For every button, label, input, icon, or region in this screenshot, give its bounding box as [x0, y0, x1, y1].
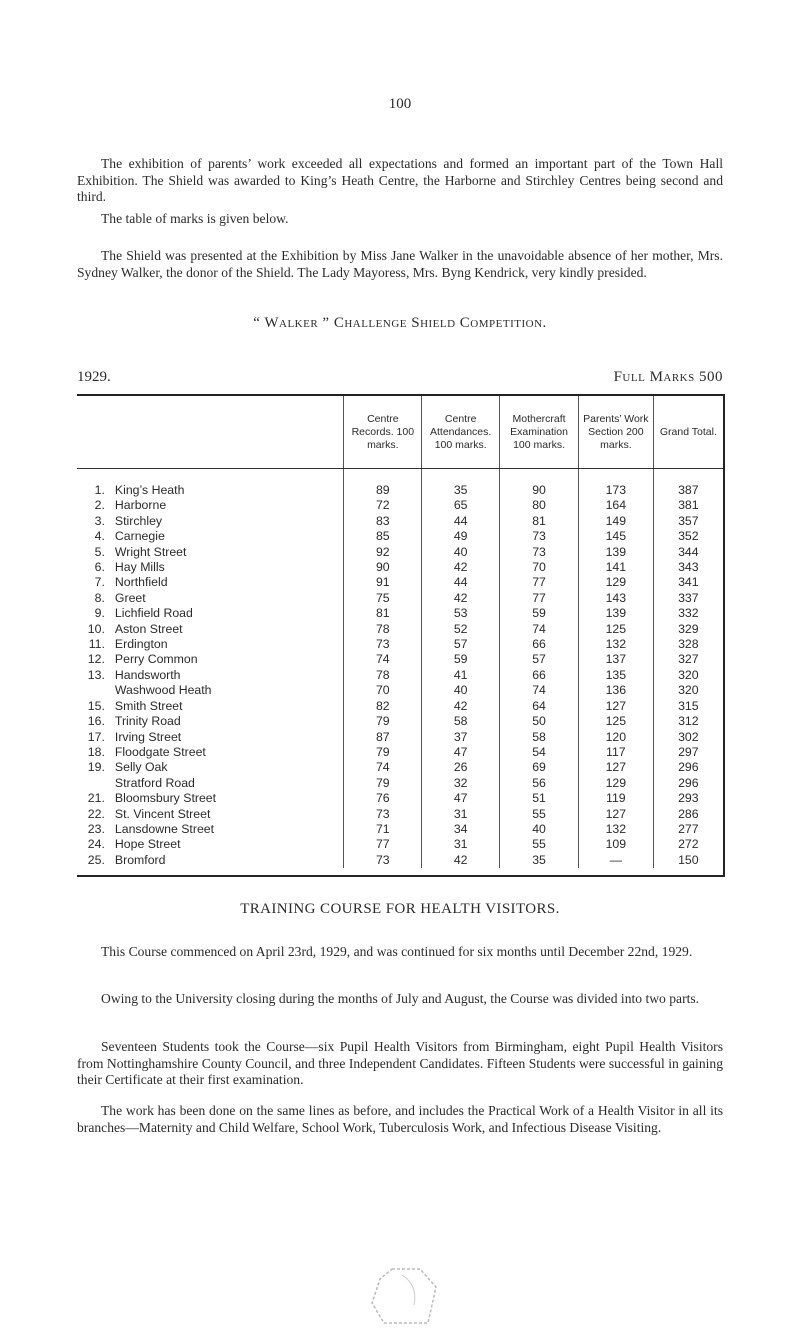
- mothercraft-cell: 59: [500, 606, 579, 621]
- grand-total-cell: 296: [653, 760, 723, 775]
- table-row: [77, 514, 723, 529]
- header-mothercraft: Mothercraft Examination 100 marks.: [500, 396, 579, 469]
- grand-total-cell: 150: [653, 853, 723, 868]
- centre-name-cell: Northfield: [114, 575, 168, 590]
- grand-total-cell: 296: [653, 776, 723, 791]
- table-row: [77, 853, 723, 868]
- grand-total-cell: 286: [653, 807, 723, 822]
- table-row: [77, 591, 723, 606]
- header-parents-work: Parents’ Work Section 200 marks.: [578, 396, 653, 469]
- rank-cell: 4.: [94, 529, 105, 544]
- attendances-cell: 59: [422, 652, 500, 667]
- parents-work-cell: 173: [578, 469, 653, 499]
- rank-cell: 12.: [87, 652, 105, 667]
- centre-name-cell: Wright Street: [114, 544, 187, 559]
- rank-cell: 3.: [94, 513, 105, 528]
- centre-name-cell: St. Vincent Street: [114, 806, 211, 821]
- mothercraft-cell: 69: [500, 760, 579, 775]
- table-body: [77, 469, 723, 869]
- page-number: 100: [388, 96, 412, 112]
- centre-name-cell: Erdington: [114, 637, 168, 652]
- attendances-cell: 42: [422, 591, 500, 606]
- parents-work-cell: 125: [578, 622, 653, 637]
- parents-work-cell: 127: [578, 760, 653, 775]
- centre-name-cell: Trinity Road: [114, 714, 181, 729]
- parents-work-cell: 119: [578, 791, 653, 806]
- parents-work-cell: 132: [578, 637, 653, 652]
- rank-cell: 19.: [87, 760, 105, 775]
- mothercraft-cell: 35: [500, 853, 579, 868]
- rank-cell: 2.: [94, 498, 105, 513]
- grand-total-cell: 357: [653, 514, 723, 529]
- rank-cell: 11.: [88, 637, 105, 652]
- rank-cell: 13.: [87, 667, 105, 682]
- records-cell: 74: [344, 652, 422, 667]
- training-paragraph-4: The work has been done on the same lines as before, and includes the Practical Work of a Health Visitor in all its branches—Maternity and Child Welfare, School Work, Tuberculosis Work, and Infectious Disease Visiting.: [77, 1103, 723, 1135]
- parents-work-cell: —: [578, 853, 653, 868]
- centre-name-cell: King’s Heath: [114, 483, 185, 497]
- grand-total-cell: 302: [653, 730, 723, 745]
- table-row: [77, 668, 723, 683]
- training-paragraph-3: Seventeen Students took the Course—six Pupil Health Visitors from Birmingham, eight Pupil Health Visitors from Nottinghamshire County Council, and three Independent Candidates. Fifteen Students were successful in gaining their Certificate at their first examination.: [77, 1039, 723, 1087]
- parents-work-cell: 109: [578, 837, 653, 852]
- mothercraft-cell: 55: [500, 837, 579, 852]
- table-row: [77, 745, 723, 760]
- attendances-cell: 44: [422, 575, 500, 590]
- centre-name-cell: Hope Street: [114, 837, 181, 852]
- grand-total-cell: 312: [653, 714, 723, 729]
- attendances-cell: 42: [422, 853, 500, 868]
- mothercraft-cell: 90: [500, 469, 579, 499]
- intro-paragraph-3: The Shield was presented at the Exhibition by Miss Jane Walker in the unavoidable absence of her mother, Mrs. Sydney Walker, the donor of the Shield. The Lady Mayoress, Mrs. Byng Kendrick, very kindly presided.: [77, 248, 723, 280]
- grand-total-cell: 277: [653, 822, 723, 837]
- rank-cell: 16.: [87, 714, 105, 729]
- grand-total-cell: 272: [653, 837, 723, 852]
- table-row: [77, 837, 723, 852]
- rank-cell: 21.: [87, 791, 105, 806]
- centre-name-cell: Aston Street: [114, 621, 183, 636]
- library-stamp-mark: [362, 1265, 440, 1327]
- attendances-cell: 47: [422, 791, 500, 806]
- rank-cell: 7.: [94, 575, 105, 590]
- attendances-cell: 52: [422, 622, 500, 637]
- attendances-cell: 47: [422, 745, 500, 760]
- rank-cell: 9.: [94, 606, 105, 621]
- grand-total-cell: 315: [653, 699, 723, 714]
- attendances-cell: 31: [422, 807, 500, 822]
- centre-name-cell: Carnegie: [114, 529, 165, 544]
- centre-name-cell: Irving Street: [114, 729, 182, 744]
- table-header-row: [77, 396, 723, 469]
- attendances-cell: 40: [422, 683, 500, 698]
- attendances-cell: 49: [422, 529, 500, 544]
- parents-work-cell: 135: [578, 668, 653, 683]
- records-cell: 74: [344, 760, 422, 775]
- records-cell: 90: [344, 560, 422, 575]
- centre-name-cell: Lichfield Road: [114, 606, 193, 621]
- parents-work-cell: 120: [578, 730, 653, 745]
- records-cell: 76: [344, 791, 422, 806]
- rank-cell: [77, 776, 109, 791]
- records-cell: 89: [344, 469, 422, 499]
- records-cell: 75: [344, 591, 422, 606]
- records-cell: 79: [344, 745, 422, 760]
- grand-total-cell: 320: [653, 683, 723, 698]
- table-row: [77, 545, 723, 560]
- centre-name-cell: Harborne: [114, 498, 167, 513]
- centre-name-cell: Stratford Road: [114, 775, 195, 790]
- grand-total-cell: 293: [653, 791, 723, 806]
- rank-cell: 18.: [87, 744, 105, 759]
- records-cell: 81: [344, 606, 422, 621]
- mothercraft-cell: 56: [500, 776, 579, 791]
- mothercraft-cell: 58: [500, 730, 579, 745]
- parents-work-cell: 127: [578, 699, 653, 714]
- attendances-cell: 26: [422, 760, 500, 775]
- mothercraft-cell: 64: [500, 699, 579, 714]
- training-paragraph-2: Owing to the University closing during the months of July and August, the Course was divided into two parts.: [101, 991, 700, 1006]
- header-attendances: Centre Attendances. 100 marks.: [422, 396, 500, 469]
- centre-name-cell: Floodgate Street: [114, 744, 206, 759]
- attendances-cell: 53: [422, 606, 500, 621]
- records-cell: 71: [344, 822, 422, 837]
- rank-cell: 10.: [87, 621, 105, 636]
- rank-cell: [77, 683, 109, 698]
- parents-work-cell: 145: [578, 529, 653, 544]
- centre-name-cell: Perry Common: [114, 652, 198, 667]
- rank-cell: 15.: [87, 698, 105, 713]
- attendances-cell: 44: [422, 514, 500, 529]
- header-grand-total: Grand Total.: [653, 396, 723, 469]
- records-cell: 70: [344, 683, 422, 698]
- grand-total-cell: 328: [653, 637, 723, 652]
- rank-cell: 23.: [87, 821, 105, 836]
- attendances-cell: 32: [422, 776, 500, 791]
- mothercraft-cell: 66: [500, 668, 579, 683]
- table-row: [77, 498, 723, 513]
- rank-cell: 8.: [94, 590, 105, 605]
- centre-name-cell: Bloomsbury Street: [114, 791, 217, 806]
- table-row: [77, 652, 723, 667]
- centre-name-cell: Greet: [114, 590, 146, 605]
- attendances-cell: 41: [422, 668, 500, 683]
- table-row: [77, 760, 723, 775]
- attendances-cell: 65: [422, 498, 500, 513]
- centre-name-cell: Bromford: [114, 852, 166, 867]
- mothercraft-cell: 54: [500, 745, 579, 760]
- training-paragraph-1: This Course commenced on April 23rd, 1929, and was continued for six months until December 22nd, 1929.: [101, 944, 693, 959]
- grand-total-cell: 329: [653, 622, 723, 637]
- mothercraft-cell: 70: [500, 560, 579, 575]
- mothercraft-cell: 51: [500, 791, 579, 806]
- mothercraft-cell: 77: [500, 591, 579, 606]
- mothercraft-cell: 66: [500, 637, 579, 652]
- attendances-cell: 35: [422, 469, 500, 499]
- table-row: [77, 822, 723, 837]
- mothercraft-cell: 73: [500, 529, 579, 544]
- grand-total-cell: 387: [653, 469, 723, 499]
- mothercraft-cell: 40: [500, 822, 579, 837]
- table-row: [77, 606, 723, 621]
- parents-work-cell: 149: [578, 514, 653, 529]
- mothercraft-cell: 81: [500, 514, 579, 529]
- table-row: [77, 791, 723, 806]
- grand-total-cell: 343: [653, 560, 723, 575]
- mothercraft-cell: 80: [500, 498, 579, 513]
- table-row: [77, 469, 723, 499]
- table-row: [77, 622, 723, 637]
- records-cell: 77: [344, 837, 422, 852]
- centre-name-cell: Lansdowne Street: [114, 821, 215, 836]
- attendances-cell: 42: [422, 699, 500, 714]
- parents-work-cell: 136: [578, 683, 653, 698]
- full-marks-label: Full Marks 500: [613, 369, 723, 385]
- parents-work-cell: 132: [578, 822, 653, 837]
- rank-cell: 1.: [94, 483, 105, 497]
- grand-total-cell: 337: [653, 591, 723, 606]
- records-cell: 73: [344, 853, 422, 868]
- records-cell: 83: [344, 514, 422, 529]
- attendances-cell: 31: [422, 837, 500, 852]
- centre-name-cell: Stirchley: [114, 513, 163, 528]
- marks-table: [77, 396, 723, 868]
- records-cell: 73: [344, 637, 422, 652]
- mothercraft-cell: 74: [500, 683, 579, 698]
- records-cell: 91: [344, 575, 422, 590]
- table-row: [77, 683, 723, 698]
- records-cell: 87: [344, 730, 422, 745]
- parents-work-cell: 127: [578, 807, 653, 822]
- header-records: Centre Records. 100 marks.: [344, 396, 422, 469]
- centre-name-cell: Washwood Heath: [114, 683, 212, 698]
- records-cell: 92: [344, 545, 422, 560]
- intro-paragraph-1: The exhibition of parents’ work exceeded all expectations and formed an important part of the Town Hall Exhibition. The Shield was awarded to King’s Heath Centre, the Harborne and Stirchley Centres being second and third.: [77, 156, 723, 204]
- centre-name-cell: Hay Mills: [114, 560, 165, 575]
- parents-work-cell: 139: [578, 606, 653, 621]
- attendances-cell: 40: [422, 545, 500, 560]
- training-title: TRAINING COURSE FOR HEALTH VISITORS.: [240, 901, 560, 917]
- mothercraft-cell: 74: [500, 622, 579, 637]
- mothercraft-cell: 55: [500, 807, 579, 822]
- centre-name-cell: Selly Oak: [114, 760, 168, 775]
- grand-total-cell: 352: [653, 529, 723, 544]
- centre-name-cell: Handsworth: [114, 667, 181, 682]
- parents-work-cell: 141: [578, 560, 653, 575]
- records-cell: 82: [344, 699, 422, 714]
- rank-cell: 17.: [87, 729, 105, 744]
- grand-total-cell: 344: [653, 545, 723, 560]
- table-row: [77, 575, 723, 590]
- competition-year: 1929.: [77, 369, 111, 385]
- intro-paragraph-2: The table of marks is given below.: [101, 211, 289, 226]
- table-row: [77, 529, 723, 544]
- table-row: [77, 699, 723, 714]
- mothercraft-cell: 73: [500, 545, 579, 560]
- grand-total-cell: 332: [653, 606, 723, 621]
- header-centre: [77, 396, 344, 469]
- grand-total-cell: 297: [653, 745, 723, 760]
- rank-cell: 25.: [87, 852, 105, 867]
- table-row: [77, 730, 723, 745]
- attendances-cell: 42: [422, 560, 500, 575]
- records-cell: 72: [344, 498, 422, 513]
- marks-table-container: [77, 394, 725, 877]
- table-row: [77, 637, 723, 652]
- parents-work-cell: 139: [578, 545, 653, 560]
- table-row: [77, 714, 723, 729]
- records-cell: 85: [344, 529, 422, 544]
- table-row: [77, 560, 723, 575]
- rank-cell: 22.: [87, 806, 105, 821]
- mothercraft-cell: 50: [500, 714, 579, 729]
- centre-name-cell: Smith Street: [114, 698, 183, 713]
- parents-work-cell: 125: [578, 714, 653, 729]
- parents-work-cell: 117: [578, 745, 653, 760]
- attendances-cell: 58: [422, 714, 500, 729]
- mothercraft-cell: 77: [500, 575, 579, 590]
- competition-title: “ Walker ” Challenge Shield Competition.: [253, 315, 547, 331]
- attendances-cell: 34: [422, 822, 500, 837]
- records-cell: 79: [344, 714, 422, 729]
- parents-work-cell: 164: [578, 498, 653, 513]
- attendances-cell: 37: [422, 730, 500, 745]
- mothercraft-cell: 57: [500, 652, 579, 667]
- parents-work-cell: 137: [578, 652, 653, 667]
- parents-work-cell: 129: [578, 776, 653, 791]
- parents-work-cell: 129: [578, 575, 653, 590]
- rank-cell: 5.: [94, 544, 105, 559]
- records-cell: 73: [344, 807, 422, 822]
- records-cell: 79: [344, 776, 422, 791]
- table-row: [77, 776, 723, 791]
- records-cell: 78: [344, 622, 422, 637]
- grand-total-cell: 320: [653, 668, 723, 683]
- rank-cell: 6.: [94, 560, 105, 575]
- table-row: [77, 807, 723, 822]
- attendances-cell: 57: [422, 637, 500, 652]
- parents-work-cell: 143: [578, 591, 653, 606]
- rank-cell: 24.: [87, 837, 105, 852]
- grand-total-cell: 327: [653, 652, 723, 667]
- grand-total-cell: 341: [653, 575, 723, 590]
- grand-total-cell: 381: [653, 498, 723, 513]
- records-cell: 78: [344, 668, 422, 683]
